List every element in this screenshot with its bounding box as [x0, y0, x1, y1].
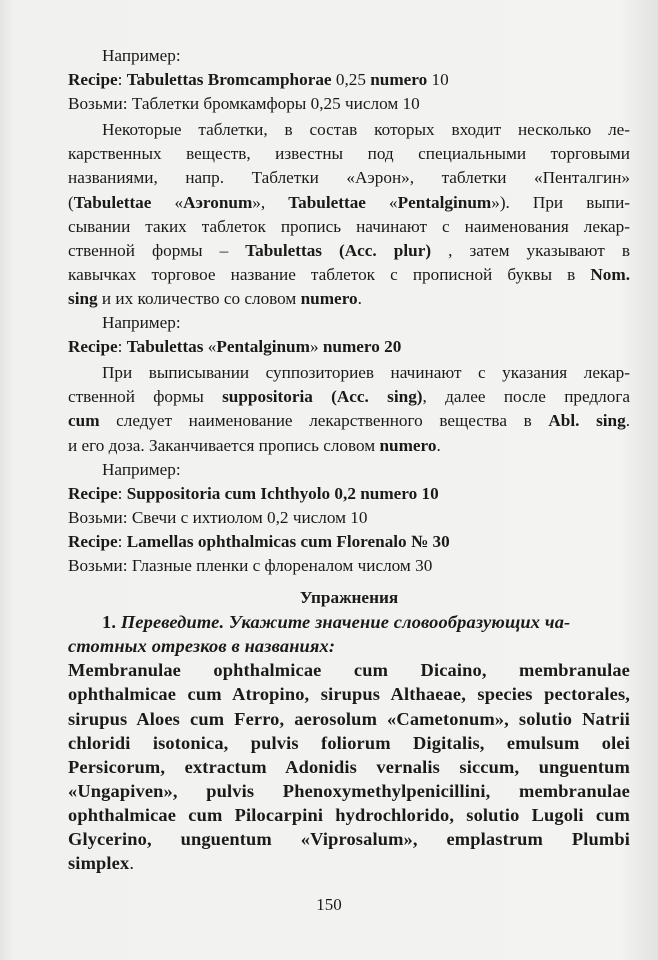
- text-line: [68, 707, 630, 731]
- text-run: следует наименование лекарственного вещества в: [99, 411, 549, 431]
- text-run: 10: [427, 70, 449, 90]
- text-line: [68, 779, 630, 803]
- text-run: «: [151, 192, 184, 212]
- text-line: [68, 118, 630, 142]
- text-run: (: [68, 192, 74, 212]
- text-run: и их количество со словом: [97, 288, 301, 308]
- text-run: Переведите. Укажите значение словообразующих ча-: [120, 612, 571, 633]
- section-heading: Упражнения: [299, 588, 399, 608]
- text-run: Nom.: [590, 264, 630, 284]
- page-number: 150: [316, 895, 342, 914]
- text-run: Некоторые таблетки, в состав которых входит несколько ле-: [102, 120, 630, 140]
- text-line: [68, 682, 630, 706]
- text-line: [68, 851, 630, 875]
- text-run: suppositoria (Acc. sing): [222, 387, 423, 407]
- text-run: ophthalmicae cum Atropino, sirupus Althaeae, species pectorales,: [68, 684, 630, 705]
- text-run: »: [309, 337, 323, 357]
- text-run: Recipe: [68, 70, 118, 90]
- text-run: Persicorum, extractum Adonidis vernalis siccum, unguentum: [68, 756, 630, 777]
- text-run: Pentalginum: [397, 192, 492, 212]
- text-run: Возьми: Глазные пленки с флореналом числом 30: [68, 555, 433, 575]
- text-run: Glycerino, unguentum «Viprosalum», emplastrum Plumbi: [68, 829, 630, 849]
- text-run: .: [129, 853, 135, 874]
- text-run: numero: [300, 288, 358, 308]
- text-line: [68, 434, 630, 458]
- text-run: Recipe: [68, 531, 118, 551]
- text-line: [68, 239, 630, 263]
- text-run: При выписывании суппозиториев начинают с указания лекар-: [102, 363, 630, 383]
- text-run: :: [117, 70, 127, 90]
- text-line: [68, 191, 630, 215]
- text-line: [68, 827, 630, 851]
- text-line: [68, 803, 630, 827]
- text-run: Pentalginum: [216, 337, 310, 357]
- text-line: [68, 361, 630, 385]
- text-run: »,: [252, 192, 289, 212]
- text-run: cum: [68, 411, 100, 431]
- text-line: [68, 142, 630, 166]
- text-line: [68, 458, 630, 482]
- text-line: [68, 335, 630, 359]
- text-run: Tabulettas Bromcamphorae: [126, 70, 332, 90]
- text-run: Recipe: [68, 337, 118, 357]
- text-line: [68, 482, 630, 506]
- text-line: [68, 68, 630, 92]
- text-run: Tabulettas: [126, 337, 204, 357]
- text-run: карственных веществ, известны под специальными торговыми: [68, 144, 630, 164]
- text-run: sirupus Aloes cum Ferro, aerosolum «Cametonum», solutio Natrii: [68, 708, 630, 729]
- text-run: chloridi isotonica, pulvis foliorum Digitalis, emulsum olei: [68, 732, 630, 753]
- text-run: названиями, напр. Таблетки «Аэрон», таблетки «Пенталгин»: [68, 168, 630, 188]
- text-line: [68, 385, 630, 409]
- text-run: «: [365, 192, 398, 212]
- text-run: Abl. sing: [548, 411, 626, 431]
- text-line: [68, 530, 630, 554]
- text-run: sing: [68, 288, 98, 308]
- text-line: [68, 610, 630, 634]
- text-run: сывании таких таблеток пропись начинают с наименования лекар-: [68, 216, 630, 236]
- text-run: «: [203, 337, 217, 357]
- text-line: [68, 166, 630, 190]
- text-run: Recipe: [68, 483, 118, 503]
- text-run: ственной формы: [68, 387, 223, 407]
- text-run: ophthalmicae cum Pilocarpini hydrochlorido, solutio Lugoli cum: [68, 804, 630, 825]
- text-run: .: [436, 435, 441, 455]
- text-line: [68, 409, 630, 433]
- text-run: Membranulae ophthalmicae cum Dicaino, membranulae: [68, 660, 630, 681]
- text-run: Tabulettas (Acc. plur): [245, 240, 432, 260]
- text-run: Tabulettae: [73, 192, 152, 212]
- text-line: [68, 755, 630, 779]
- text-line: [68, 731, 630, 755]
- text-run: Например:: [102, 459, 181, 479]
- text-run: , затем указывают в: [431, 240, 630, 260]
- text-line: [68, 311, 630, 335]
- text-line: [68, 634, 630, 658]
- text-run: кавычках торговое название таблеток с прописной буквы в: [68, 264, 591, 284]
- text-run: simplex: [68, 853, 130, 874]
- text-run: Suppositoria cum Ichthyolo 0,2 numero 10: [126, 483, 439, 503]
- text-run: :: [117, 483, 127, 503]
- text-run: Возьми: Таблетки бромкамфоры 0,25 числом 10: [68, 94, 420, 114]
- text-run: Возьми: Свечи с ихтиолом 0,2 числом 10: [68, 507, 368, 527]
- text-line: [68, 215, 630, 239]
- text-line: [68, 287, 630, 311]
- text-run: «Ungapiven», pulvis Phenoxymethylpenicillini, membranulae: [68, 780, 630, 801]
- text-run: »). При выпи-: [491, 192, 630, 212]
- text-run: numero: [379, 435, 437, 455]
- text-line: [68, 506, 630, 530]
- text-run: ственной формы –: [68, 240, 246, 260]
- text-run: .: [357, 288, 362, 308]
- exercise-block: [68, 610, 630, 875]
- body-text: [68, 44, 630, 578]
- text-run: Lamellas ophthalmicas cum Florenalo № 30: [126, 531, 450, 551]
- text-run: 1.: [102, 612, 117, 633]
- text-run: numero 20: [322, 337, 402, 357]
- text-line: [68, 263, 630, 287]
- text-line: [68, 554, 630, 578]
- text-run: Tabulettae: [288, 192, 366, 212]
- text-run: 0,25: [331, 70, 371, 90]
- text-run: , далее после предлога: [422, 387, 630, 407]
- text-line: [68, 92, 630, 116]
- text-run: стотных отрезков в названиях:: [68, 636, 336, 657]
- text-line: [68, 658, 630, 682]
- text-run: и его доза. Заканчивается пропись словом: [68, 435, 380, 455]
- text-run: Аэronum: [183, 192, 253, 212]
- text-run: :: [117, 337, 127, 357]
- text-run: :: [117, 531, 127, 551]
- text-run: Например:: [102, 313, 181, 333]
- text-line: [68, 44, 630, 68]
- text-run: numero: [370, 70, 428, 90]
- text-run: .: [625, 411, 630, 431]
- text-run: Например:: [102, 46, 181, 65]
